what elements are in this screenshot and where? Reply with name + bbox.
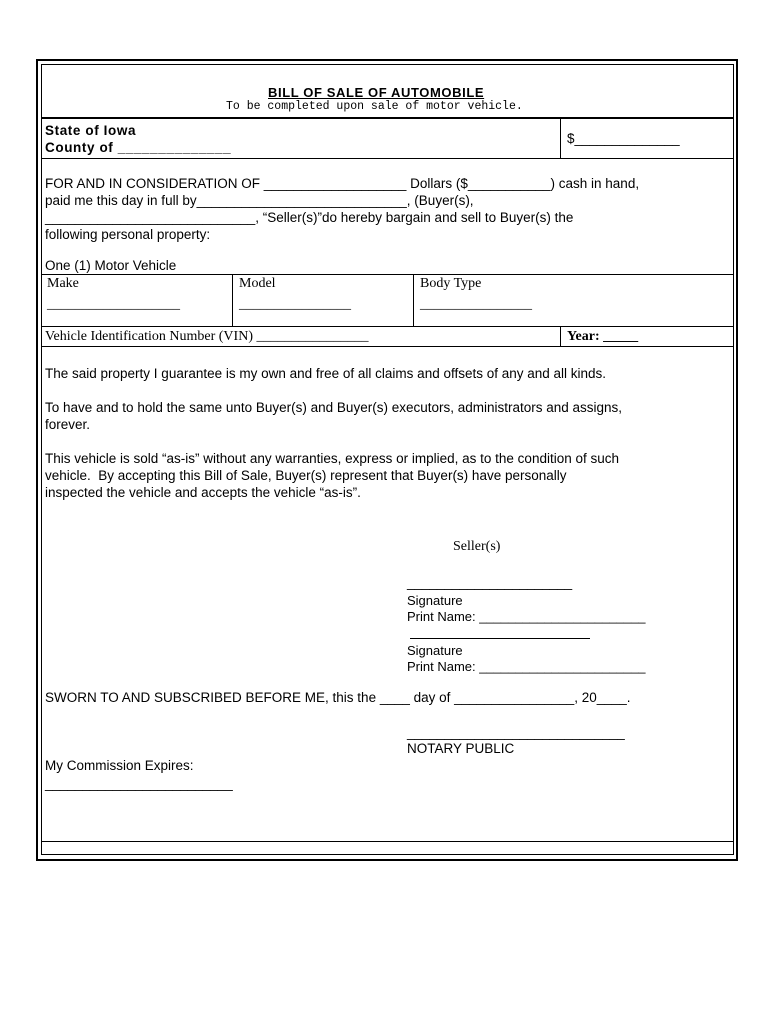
seller-print-name-2: Print Name: _______________________ <box>407 659 646 674</box>
jurisdiction-divider <box>41 158 734 159</box>
consideration-line-3: ____________________________, “Seller(s)”do hereby bargain and sell to Buyer(s) the <box>45 210 574 225</box>
vin-year-divider <box>560 326 561 346</box>
have-hold-clause-line-2: forever. <box>45 417 91 432</box>
body-type-label: Body Type <box>420 276 482 291</box>
as-is-clause-line-3: inspected the vehicle and accepts the vehicle “as-is”. <box>45 485 361 500</box>
commission-expires-blank: _________________________ <box>45 776 233 791</box>
make-blank: ___________________ <box>47 297 180 312</box>
vehicle-table-bottom <box>41 346 734 347</box>
state-label: State of Iowa <box>45 123 137 138</box>
seller-signature-label-2: Signature <box>407 643 463 658</box>
commission-expires-label: My Commission Expires: <box>45 758 194 773</box>
county-field: County of ______________ <box>45 140 232 155</box>
seller-signature-line-2 <box>410 638 590 639</box>
as-is-clause-line-1: This vehicle is sold “as-is” without any warranties, express or implied, as to the condition of such <box>45 451 620 466</box>
as-is-clause-line-2: vehicle. By accepting this Bill of Sale, Buyer(s) represent that Buyer(s) have personally <box>45 468 567 483</box>
consideration-line-2: paid me this day in full by____________________________, (Buyer(s), <box>45 193 474 208</box>
model-blank: ________________ <box>239 297 351 312</box>
notary-signature-line: _____________________________ <box>407 725 625 740</box>
have-hold-clause-line-1: To have and to hold the same unto Buyer(s) and Buyer(s) executors, administrators and assigns, <box>45 400 623 415</box>
vin-field: Vehicle Identification Number (VIN) ________________ <box>45 329 369 344</box>
amount-field: $______________ <box>567 131 680 146</box>
make-label: Make <box>47 276 79 291</box>
vehicle-table-top <box>41 274 734 275</box>
seller-print-name-1: Print Name: _______________________ <box>407 609 646 624</box>
vehicle-heading: One (1) Motor Vehicle <box>45 258 177 273</box>
header-divider <box>41 117 734 119</box>
make-model-divider <box>232 274 233 326</box>
model-label: Model <box>239 276 276 291</box>
sellers-heading: Seller(s) <box>453 539 501 554</box>
amount-column-divider <box>560 119 561 158</box>
vehicle-table-middle <box>41 326 734 327</box>
sworn-statement: SWORN TO AND SUBSCRIBED BEFORE ME, this the ____ day of ________________, 20____. <box>45 690 631 705</box>
footer-divider <box>41 841 734 842</box>
guarantee-clause: The said property I guarantee is my own and free of all claims and offsets of any and all kinds. <box>45 366 607 381</box>
year-field: Year: _____ <box>567 329 639 344</box>
seller-signature-label-1: Signature <box>407 593 463 608</box>
document-title: BILL OF SALE OF AUTOMOBILE <box>268 85 485 100</box>
consideration-line-1: FOR AND IN CONSIDERATION OF ___________________ Dollars ($___________) cash in hand, <box>45 176 640 191</box>
notary-public-label: NOTARY PUBLIC <box>407 741 515 756</box>
body-type-blank: ________________ <box>420 297 532 312</box>
document-subtitle: To be completed upon sale of motor vehicle. <box>226 100 523 113</box>
consideration-line-4: following personal property: <box>45 227 211 242</box>
model-body-divider <box>413 274 414 326</box>
seller-signature-line-1: ______________________ <box>407 575 573 590</box>
